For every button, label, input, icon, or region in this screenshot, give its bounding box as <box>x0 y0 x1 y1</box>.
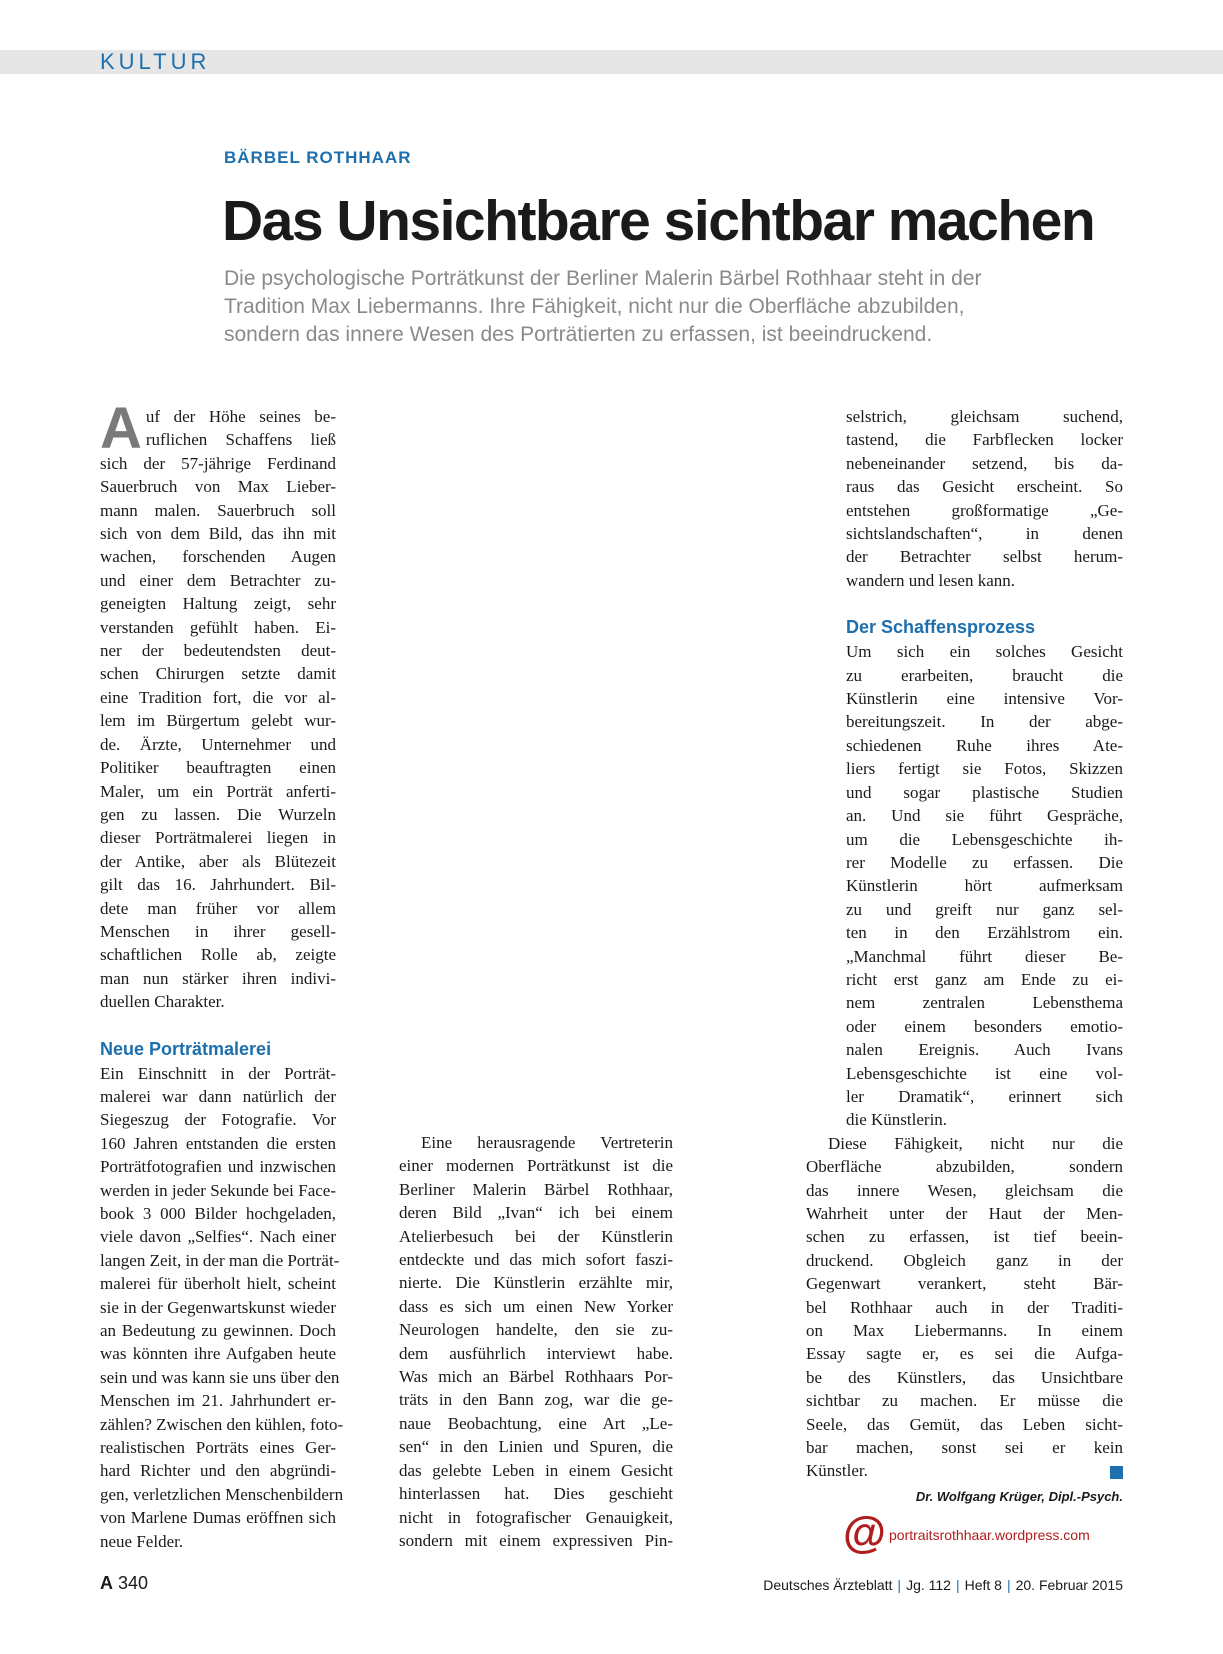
text-line: sich der 57-jährige Ferdinand <box>100 453 336 473</box>
text-line: gen zu lassen. Die Wurzeln <box>100 804 336 824</box>
text-line: schen zu erfassen, ist tief beein- <box>806 1227 1123 1247</box>
text-line: neue Felder. <box>100 1531 184 1551</box>
text-line: book 3 000 Bilder hochgeladen, <box>100 1204 336 1223</box>
text-line: Ein Einschnitt in der Porträt- <box>100 1063 336 1083</box>
text-line: verstanden gefühlt haben. Ei- <box>100 617 336 637</box>
text-line: realistischen Porträts eines Ger- <box>100 1438 336 1458</box>
text-line: bereitungszeit. In der abge- <box>846 712 1123 732</box>
text-line: Sauerbruch von Max Lieber- <box>100 477 336 497</box>
text-line: de. Ärzte, Unternehmer und <box>100 734 336 754</box>
text-line: Wahrheit unter der Haut der Men- <box>806 1204 1123 1223</box>
journal-name: Deutsches Ärzteblatt <box>763 1577 893 1593</box>
text-line: was könnten ihre Aufgaben heute <box>100 1344 336 1364</box>
text-line: langen Zeit, in der man die Porträt- <box>100 1250 340 1270</box>
text-line: Künstlerin eine intensive Vor- <box>846 689 1123 709</box>
journal-volume: Jg. 112 <box>906 1577 951 1593</box>
text-line: malerei war dann natürlich der <box>100 1086 336 1106</box>
text-line: Seele, das Gemüt, das Leben sicht- <box>806 1414 1123 1434</box>
text-line: Menschen im 21. Jahrhundert er- <box>100 1391 336 1411</box>
web-at-icon: @ <box>843 1508 886 1557</box>
text-line: duellen Charakter. <box>100 992 225 1012</box>
text-line: schiedenen Ruhe ihres Ate- <box>846 735 1123 755</box>
text-line: Um sich ein solches Gesicht <box>846 642 1123 662</box>
text-line: werden in jeder Sekunde bei Face- <box>100 1180 336 1200</box>
text-line: Neurologen handelte, den sie zu- <box>399 1320 673 1340</box>
text-line: an Bedeutung zu gewinnen. Doch <box>100 1321 336 1341</box>
text-line: Lebensgeschichte ist eine vol- <box>846 1063 1123 1083</box>
text-line: on Max Liebermanns. In einem <box>806 1321 1123 1341</box>
text-line: das gelebte Leben in einem Gesicht <box>399 1460 673 1480</box>
text-line: Diese Fähigkeit, nicht nur die <box>828 1133 1123 1153</box>
text-line: Oberfläche abzubilden, sondern <box>806 1157 1123 1177</box>
text-line: hard Richter und den abgründi- <box>100 1461 336 1481</box>
end-mark-icon <box>1110 1466 1123 1479</box>
column-3 <box>806 405 1123 1508</box>
text-line: Künstler. <box>806 1461 868 1481</box>
lead-line: Tradition Max Liebermanns. Ihre Fähigkeit, nicht nur die Oberfläche abzubilden, <box>224 295 965 318</box>
text-line: sich von dem Bild, das ihn mit <box>100 524 336 544</box>
text-line: ruflichen Schaffens ließ <box>145 430 336 450</box>
lead-line: sondern das innere Wesen des Porträtierten zu erfassen, ist beeindruckend. <box>224 323 933 346</box>
text-line: deren Bild „Ivan“ ich bei einem <box>399 1203 673 1223</box>
text-line: druckend. Obgleich ganz in der <box>806 1250 1123 1270</box>
text-line: ten in den Erzählstrom ein. <box>846 923 1123 943</box>
text-line: Eine herausragende Vertreterin <box>421 1133 673 1152</box>
author-signature: Dr. Wolfgang Krüger, Dipl.-Psych. <box>915 1488 1123 1504</box>
text-line: Menschen in ihrer gesell- <box>100 921 336 941</box>
text-line: die Künstlerin. <box>846 1110 948 1130</box>
text-line: raus das Gesicht erscheint. So <box>846 477 1123 497</box>
journal-footer: Deutsches Ärzteblatt | Jg. 112 | Heft 8 | 20. Februar 2015 <box>763 1577 1123 1593</box>
text-line: oder einem besonders emotio- <box>846 1016 1123 1036</box>
text-line: wachen, forschenden Augen <box>100 547 336 567</box>
text-line: nem zentralen Lebensthema <box>846 993 1123 1013</box>
drop-cap: A <box>100 396 142 461</box>
text-line: bel Rothhaar auch in der Traditi- <box>806 1297 1123 1317</box>
text-line: sen“ in den Linien und Spuren, die <box>399 1437 673 1457</box>
text-line: entdeckte und das mich sofort faszi- <box>399 1250 673 1270</box>
text-line: sondern mit einem expressiven Pin- <box>399 1530 673 1550</box>
web-link[interactable]: portraitsrothhaar.wordpress.com <box>889 1527 1090 1543</box>
text-line: tastend, die Farbflecken locker <box>846 430 1123 450</box>
text-line: naue Beobachtung, eine Art „Le- <box>399 1413 673 1433</box>
text-line: be des Künstlers, das Unsichtbare <box>806 1367 1123 1387</box>
text-line: zu erarbeiten, braucht die <box>846 665 1123 685</box>
journal-date: 20. Februar 2015 <box>1015 1577 1123 1593</box>
text-line: man nun stärker ihren indivi- <box>100 968 336 988</box>
text-line: nierte. Die Künstlerin erzählte mir, <box>399 1273 673 1293</box>
text-line: träts in den Bann zog, war die ge- <box>399 1390 673 1410</box>
text-line: um die Lebensgeschichte ih- <box>846 829 1123 849</box>
text-line: schen Chirurgen setzte damit <box>100 664 336 684</box>
subheading-neue-portraetmalerei: Neue Porträtmalerei <box>100 1038 272 1059</box>
text-line: Politiker beauftragten einen <box>100 758 336 778</box>
text-line: Porträtfotografien und inzwischen <box>100 1157 336 1177</box>
text-line: zählen? Zwischen den kühlen, foto- <box>100 1414 344 1434</box>
text-line: und einer dem Betrachter zu- <box>100 570 336 590</box>
text-line: liers fertigt sie Fotos, Skizzen <box>846 759 1123 779</box>
text-line: uf der Höhe seines be- <box>145 407 336 426</box>
text-line: das innere Wesen, gleichsam die <box>806 1180 1123 1200</box>
text-line: sein und was kann sie uns über den <box>100 1367 340 1387</box>
text-line: Atelierbesuch bei der Künstlerin <box>399 1226 673 1246</box>
text-line: Essay sagte er, es sei die Aufga- <box>806 1344 1123 1364</box>
text-line: und sogar plastische Studien <box>846 782 1123 802</box>
text-line: selstrich, gleichsam suchend, <box>846 407 1123 426</box>
text-line: geneigten Haltung zeigt, sehr <box>100 594 336 614</box>
text-line: nalen Ereignis. Auch Ivans <box>846 1040 1123 1060</box>
column-1 <box>100 396 344 1553</box>
page-number <box>100 1573 148 1594</box>
text-line: wandern und lesen kann. <box>846 570 1016 590</box>
text-line: von Marlene Dumas eröffnen sich <box>100 1508 336 1528</box>
text-line: eine Tradition fort, die vor al- <box>100 687 336 707</box>
text-line: Maler, um ein Porträt anferti- <box>100 781 336 801</box>
text-line: gilt das 16. Jahrhundert. Bil- <box>100 875 336 895</box>
text-line: der Betrachter selbst herum- <box>846 547 1123 567</box>
text-line: Gegenwart verankert, steht Bär- <box>806 1274 1123 1294</box>
text-line: dass es sich um einen New Yorker <box>399 1296 673 1316</box>
text-line: rer Modelle zu erfassen. Die <box>846 852 1123 872</box>
text-line: nicht in fotografischer Genauigkeit, <box>399 1507 673 1527</box>
text-line: sie in der Gegenwartskunst wieder <box>100 1297 336 1317</box>
text-line: sichtslandschaften“, in denen <box>846 524 1123 544</box>
page-prefix: A <box>100 1573 113 1593</box>
text-line: dete man früher vor allem <box>100 898 336 918</box>
text-line: gen, verletzlichen Menschenbildern <box>100 1484 344 1504</box>
text-line: an. Und sie führt Gespräche, <box>846 806 1123 826</box>
section-label: KULTUR <box>100 49 211 74</box>
text-line: dieser Porträtmalerei liegen in <box>100 828 336 848</box>
text-line: mann malen. Sauerbruch soll <box>100 500 336 520</box>
text-line: ler Dramatik“, erinnert sich <box>846 1086 1123 1106</box>
text-line: einer modernen Porträtkunst ist die <box>399 1156 673 1176</box>
column-2 <box>399 1131 673 1552</box>
journal-issue: Heft 8 <box>964 1577 1002 1593</box>
text-line: Berliner Malerin Bärbel Rothhaar, <box>399 1179 673 1199</box>
text-line: „Manchmal führt dieser Be- <box>846 946 1123 966</box>
article-kicker: BÄRBEL ROTHHAAR <box>224 148 412 167</box>
text-line: bar machen, sonst sei er kein <box>806 1438 1123 1458</box>
text-line: zu und greift nur ganz sel- <box>846 899 1123 919</box>
text-line: richt erst ganz am Ende zu ei- <box>846 969 1123 989</box>
text-line: ner der bedeutendsten deut- <box>100 641 336 661</box>
text-line: lem im Bürgertum gelebt wur- <box>100 711 336 731</box>
text-line: viele davon „Selfies“. Nach einer <box>100 1227 336 1247</box>
text-line: schaftlichen Rolle ab, zeigte <box>100 945 336 965</box>
text-line: sichtbar zu machen. Er müsse die <box>806 1391 1123 1411</box>
article-lead <box>224 265 1104 349</box>
text-line: Was mich an Bärbel Rothhaars Por- <box>399 1367 673 1387</box>
page-number-value: 340 <box>118 1573 149 1593</box>
article-title: Das Unsichtbare sichtbar machen <box>222 189 1095 253</box>
text-line: hinterlassen hat. Dies geschieht <box>399 1484 673 1504</box>
text-line: entstehen großformatige „Ge- <box>846 500 1123 520</box>
text-line: malerei für überholt hielt, scheint <box>100 1274 336 1294</box>
text-line: dem ausführlich interviewt habe. <box>399 1343 673 1363</box>
text-line: nebeneinander setzend, bis da- <box>846 453 1123 473</box>
subheading-schaffensprozess: Der Schaffensprozess <box>846 617 1036 638</box>
text-line: Künstlerin hört aufmerksam <box>846 876 1123 896</box>
text-line: der Antike, aber als Blütezeit <box>100 851 336 871</box>
text-line: Siegeszug der Fotografie. Vor <box>100 1110 336 1130</box>
lead-line: Die psychologische Porträtkunst der Berliner Malerin Bärbel Rothhaar steht in der <box>224 267 982 290</box>
text-line: 160 Jahren entstanden die ersten <box>100 1133 336 1153</box>
